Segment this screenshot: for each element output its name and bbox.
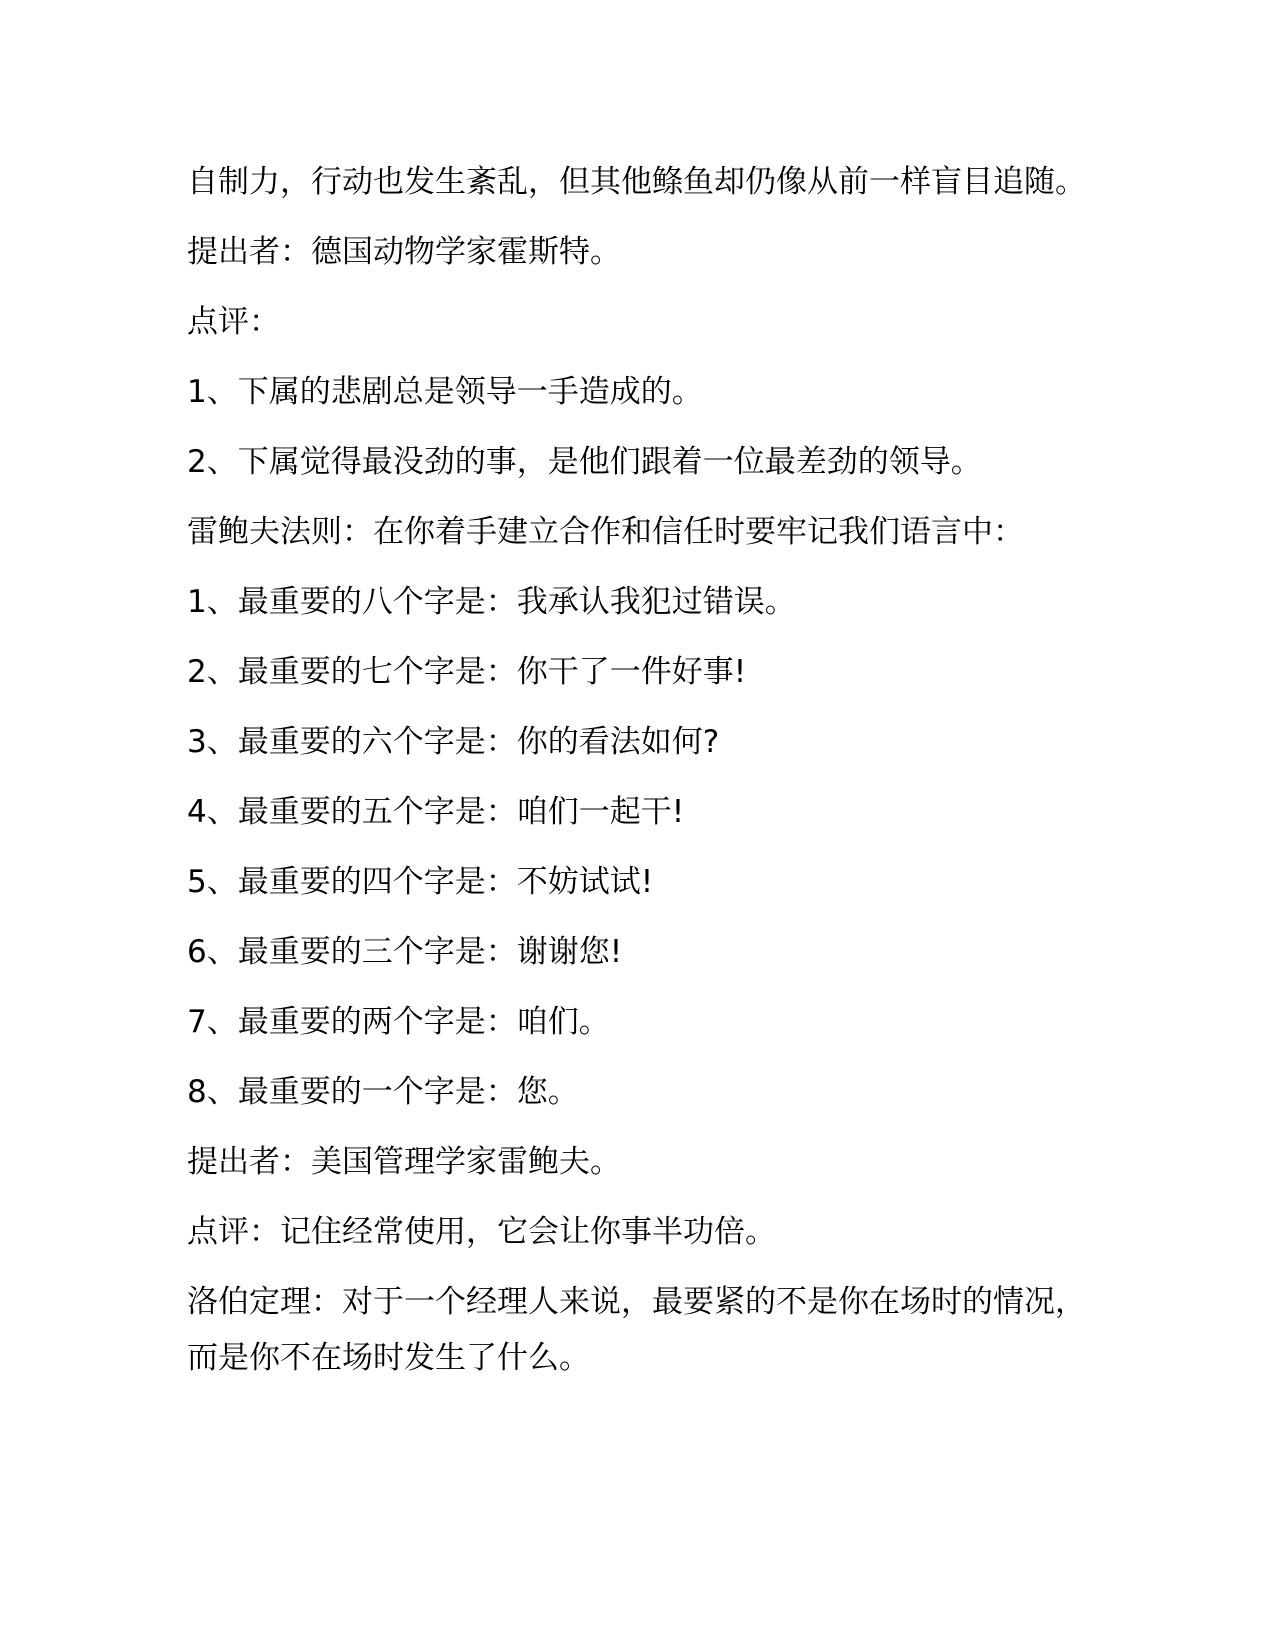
- paragraph-leboeuf-rule: 雷鲍夫法则：在你着手建立合作和信任时要牢记我们语言中：: [187, 514, 1024, 550]
- paragraph-proposer-horst: 提出者：德国动物学家霍斯特。: [187, 234, 621, 270]
- list-item-one-word: 8、最重要的一个字是：您。: [187, 1074, 579, 1110]
- list-item-two-words: 7、最重要的两个字是：咱们。: [187, 1004, 610, 1040]
- list-item-five-words: 4、最重要的五个字是：咱们一起干!: [187, 794, 685, 830]
- list-item-three-words: 6、最重要的三个字是：谢谢您!: [187, 934, 623, 970]
- paragraph-lobb-theorem: 洛伯定理：对于一个经理人来说，最要紧的不是你在场时的情况，而是你不在场时发生了什么。: [187, 1284, 1086, 1376]
- paragraph-comment-leboeuf: 点评：记住经常使用，它会让你事半功倍。: [187, 1214, 776, 1250]
- list-item-four-words: 5、最重要的四个字是：不妨试试!: [187, 864, 654, 900]
- list-item-seven-words: 2、最重要的七个字是：你干了一件好事!: [187, 654, 747, 690]
- paragraph-proposer-leboeuf: 提出者：美国管理学家雷鲍夫。: [187, 1144, 621, 1180]
- paragraph-fish-continuation: 自制力，行动也发生紊乱，但其他鲦鱼却仍像从前一样盲目追随。: [187, 164, 1086, 200]
- paragraph-comment-2: 2、下属觉得最没劲的事，是他们跟着一位最差劲的领导。: [187, 444, 982, 480]
- list-item-six-words: 3、最重要的六个字是：你的看法如何?: [187, 724, 720, 760]
- document-body: [187, 154, 1092, 1400]
- list-item-eight-words: 1、最重要的八个字是：我承认我犯过错误。: [187, 584, 796, 620]
- paragraph-comment-heading: 点评：: [187, 304, 280, 340]
- paragraph-comment-1: 1、下属的悲剧总是领导一手造成的。: [187, 374, 703, 410]
